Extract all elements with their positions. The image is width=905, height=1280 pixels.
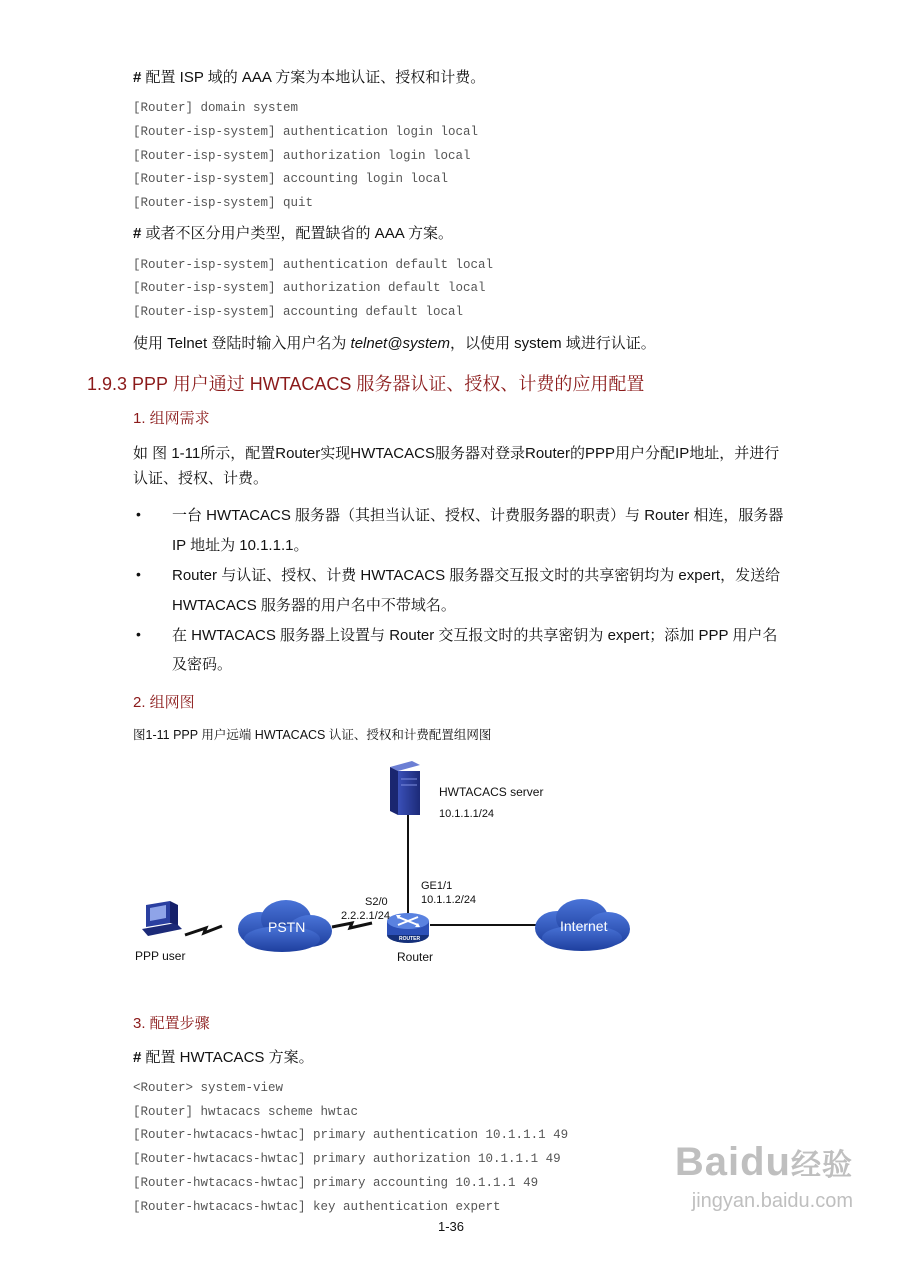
code-line: [Router-isp-system] authentication login local [133, 125, 479, 139]
internet-label: Internet [560, 918, 608, 934]
ge-port-label: GE1/1 [421, 880, 453, 892]
code-line: [Router-isp-system] accounting login local [133, 172, 449, 186]
bullet-text: 及密码。 [172, 656, 233, 673]
code-line: [Router] hwtacacs scheme hwtac [133, 1105, 359, 1119]
watermark-cn: 经验 [791, 1149, 853, 1182]
bullet-text: IP 地址为 10.1.1.1。 [172, 537, 309, 554]
subsection-network-requirements: 1. 组网需求 [133, 410, 210, 427]
watermark-url: jingyan.baidu.com [691, 1190, 853, 1212]
serial-port-label: S2/0 [365, 896, 388, 908]
code-line: [Router-hwtacacs-hwtac] primary authentication 10.1.1.1 49 [133, 1128, 569, 1142]
bullet-icon: • [136, 626, 141, 642]
server-ip-label: 10.1.1.1/24 [439, 808, 495, 820]
intro-line: 如 图 1-11所示，配置Router实现HWTACACS服务器对登录Router的PPP用户分配IP地址，并进行 [133, 445, 780, 462]
telnet-note: 使用 Telnet 登陆时输入用户名为 telnet@system，以使用 system 域进行认证。 [133, 335, 656, 352]
bullet-text: 在 HWTACACS 服务器上设置与 Router 交互报文时的共享密钥为 expert；添加 PPP 用户名 [172, 627, 778, 644]
comment-hwtacacs-scheme: # 配置 HWTACACS 方案。 [133, 1049, 314, 1066]
code-line: [Router-hwtacacs-hwtac] primary accounting 10.1.1.1 49 [133, 1176, 539, 1190]
bullet-text: HWTACACS 服务器的用户名中不带域名。 [172, 597, 456, 614]
pstn-label: PSTN [268, 919, 306, 935]
comment-aaa-scheme: # 配置 ISP 域的 AAA 方案为本地认证、授权和计费。 [133, 69, 486, 86]
watermark-brand: Baidu [674, 1140, 791, 1184]
code-line: [Router] domain system [133, 101, 299, 115]
code-line: <Router> system-view [133, 1081, 284, 1095]
bullet-icon: • [136, 566, 141, 582]
code-line: [Router-isp-system] authentication default local [133, 258, 494, 272]
ge-ip-label: 10.1.1.2/24 [421, 894, 477, 906]
pstn-router-serial-link [332, 923, 372, 928]
baidu-watermark [675, 1140, 853, 1214]
user-pstn-serial-link [185, 926, 222, 935]
bullet-text: Router 与认证、授权、计费 HWTACACS 服务器交互报文时的共享密钥均为 expert，发送给 [172, 567, 781, 584]
code-line: [Router-hwtacacs-hwtac] key authentication expert [133, 1200, 501, 1214]
page-number: 1-36 [438, 1219, 465, 1234]
pc-icon [142, 901, 182, 936]
serial-ip-label: 2.2.2.1/24 [341, 910, 390, 922]
code-line: [Router-isp-system] authorization login local [133, 149, 471, 163]
code-line: [Router-isp-system] quit [133, 196, 314, 210]
subsection-config-steps: 3. 配置步骤 [133, 1015, 210, 1032]
intro-line: 认证、授权、计费。 [133, 470, 269, 487]
code-line: [Router-isp-system] accounting default local [133, 305, 464, 319]
comment-default-aaa: # 或者不区分用户类型，配置缺省的 AAA 方案。 [133, 225, 454, 242]
subsection-network-diagram: 2. 组网图 [133, 694, 195, 711]
code-line: [Router-hwtacacs-hwtac] primary authorization 10.1.1.1 49 [133, 1152, 561, 1166]
server-icon [390, 761, 420, 815]
section-title: 1.9.3 PPP 用户通过 HWTACACS 服务器认证、授权、计费的应用配置 [87, 374, 645, 394]
network-diagram [120, 755, 660, 970]
figure-caption: 图1-11 PPP 用户远端 HWTACACS 认证、授权和计费配置组网图 [133, 728, 492, 742]
telnet-username: telnet@system [350, 335, 450, 352]
router-badge: ROUTER [399, 936, 421, 942]
bullet-text: 一台 HWTACACS 服务器（其担当认证、授权、计费服务器的职责）与 Router 相连，服务器 [172, 507, 784, 524]
router-label: Router [397, 950, 434, 964]
server-name-label: HWTACACS server [439, 785, 544, 799]
code-line: [Router-isp-system] authorization default local [133, 281, 486, 295]
bullet-icon: • [136, 506, 141, 522]
ppp-user-label: PPP user [135, 949, 186, 963]
